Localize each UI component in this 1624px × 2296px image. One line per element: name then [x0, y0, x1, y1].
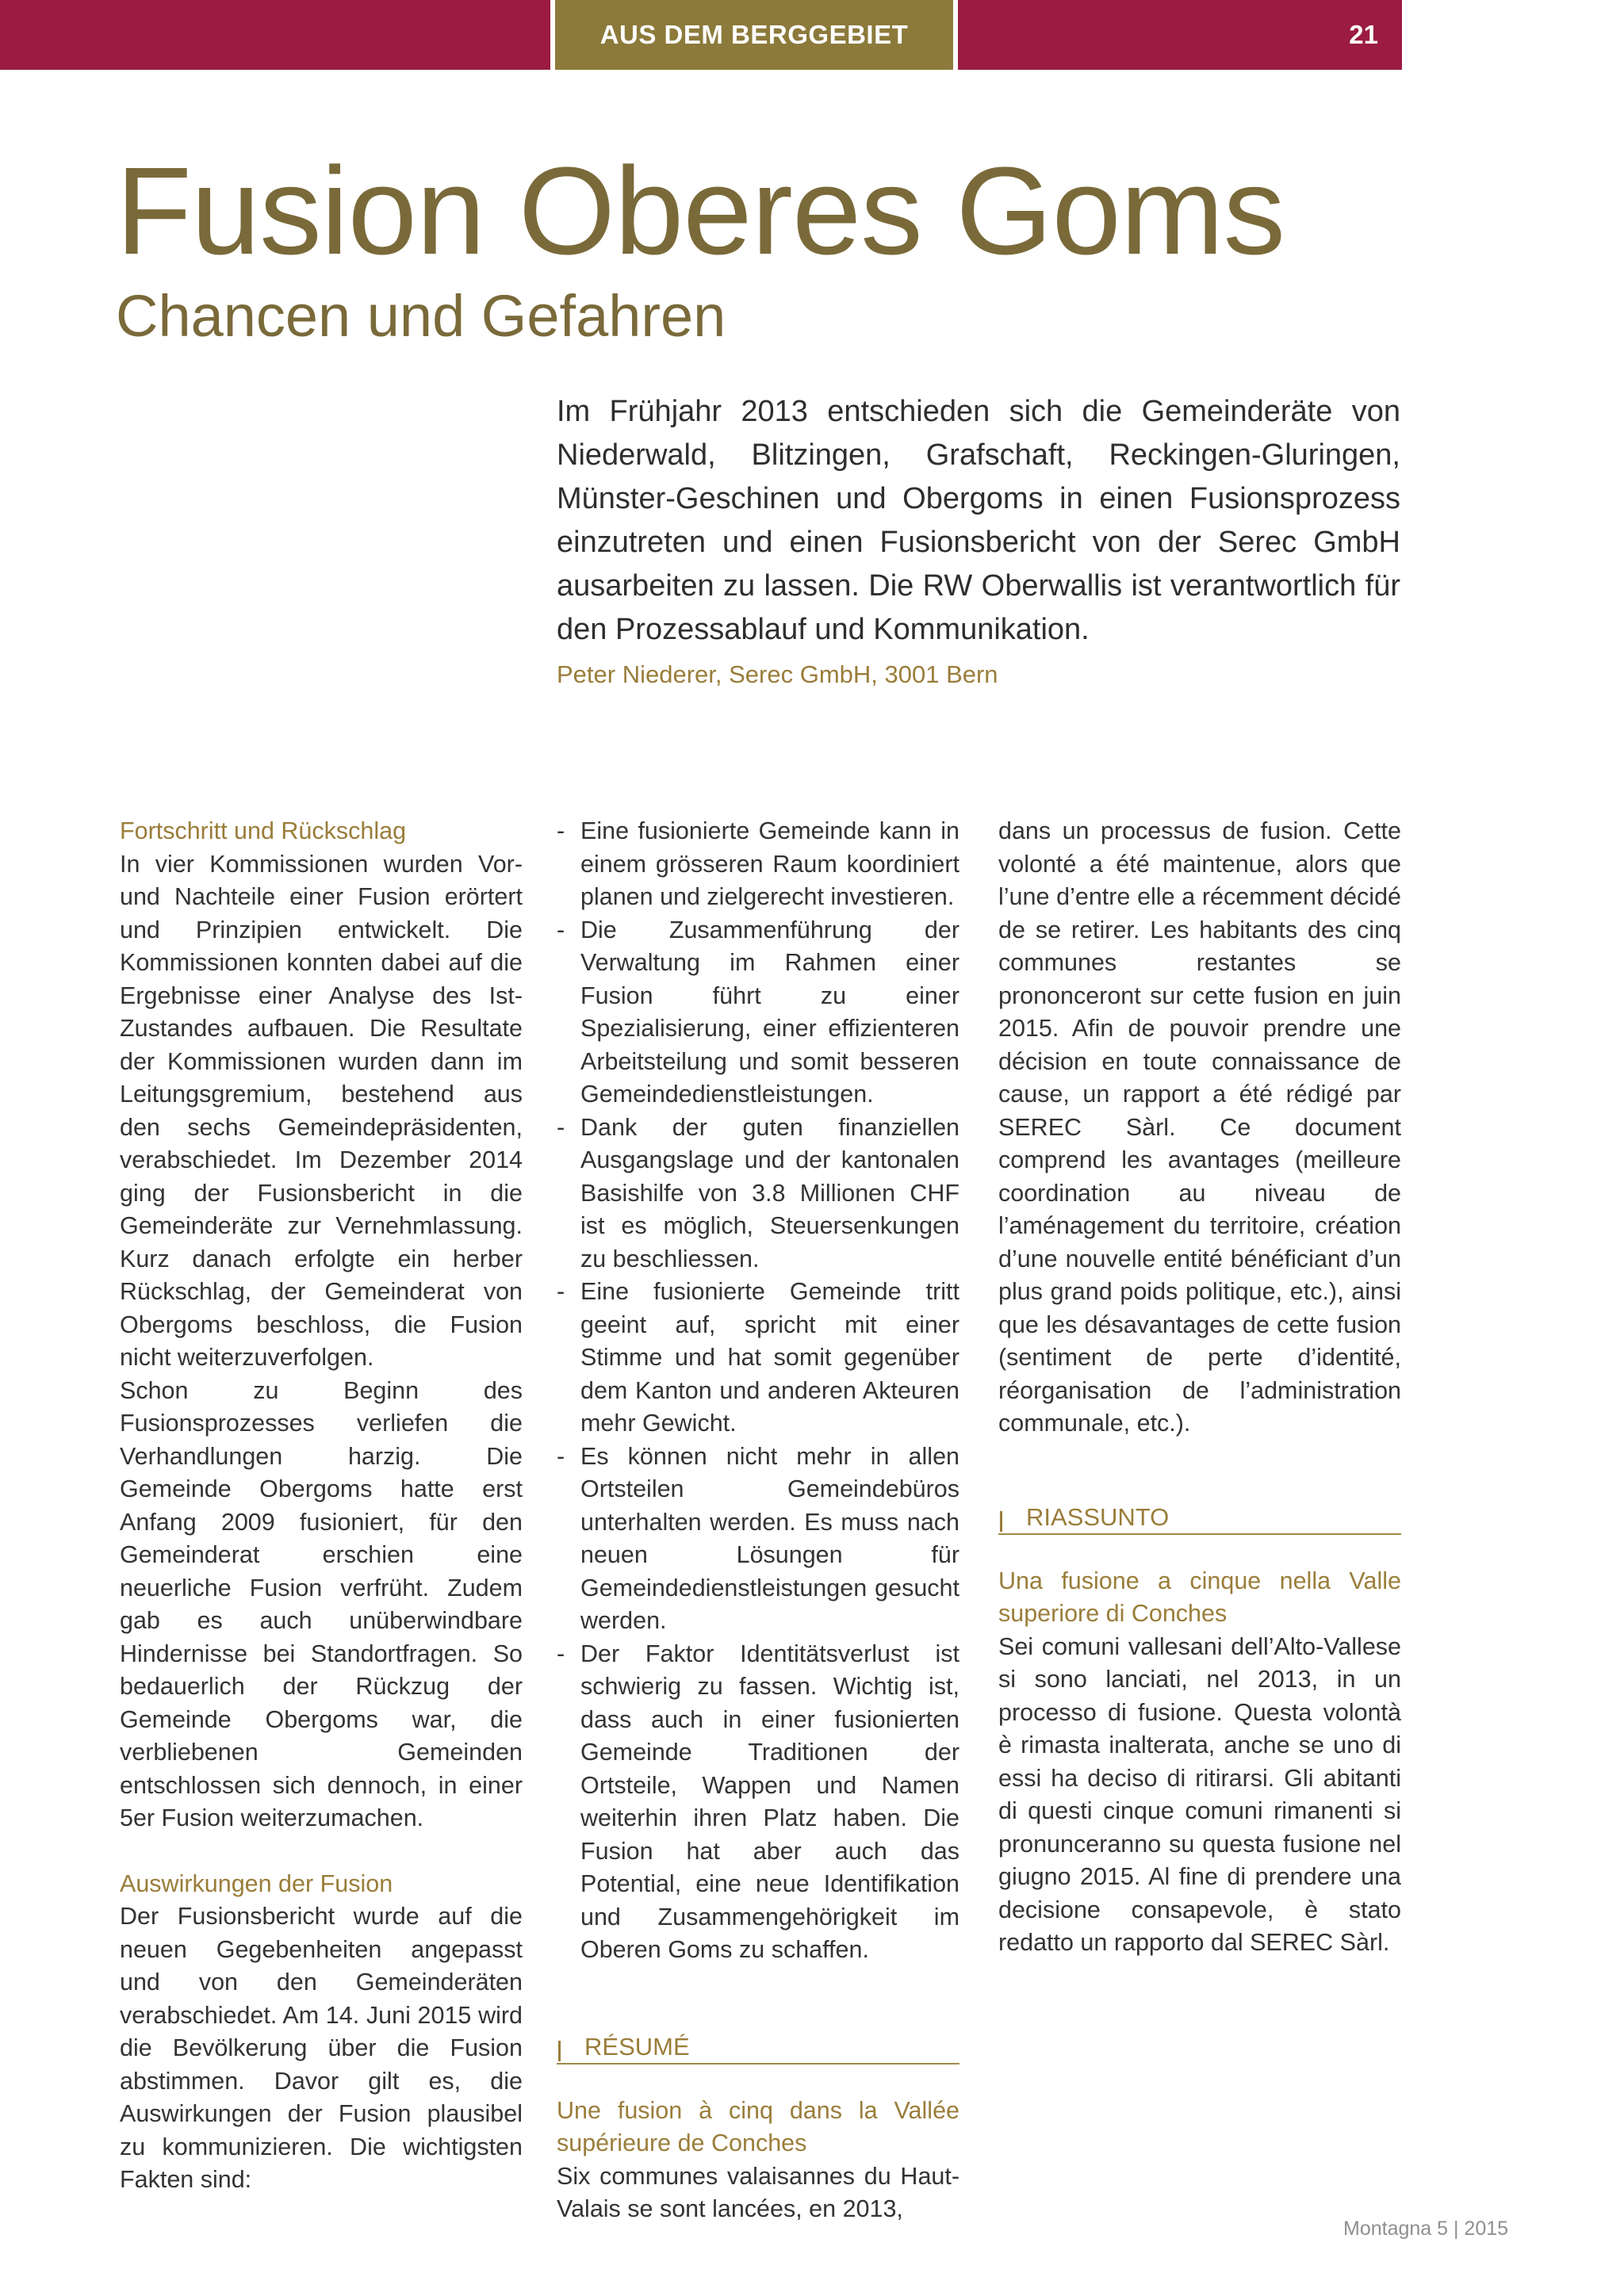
- section-label: AUS DEM BERGGEBIET: [555, 0, 953, 70]
- article-lead: Im Frühjahr 2013 entschieden sich die Gemeinderäte von Niederwald, Blitzingen, Grafschaft, Reckingen-Gluringen, Münster-Geschinen und Obergoms in einen Fusionsprozess einzutreten und einen Fusionsbericht von der Serec GmbH ausarbeiten zu lassen. Die RW Oberwallis ist verantwortlich für den Prozessablauf und Kommunikation.: [557, 395, 1400, 646]
- paragraph: Sei comuni vallesani dell’Alto-Vallese si sono lanciati, nel 2013, in un processo di fusione. Questa volontà è rimasta inalterata, anche se uno di essi ha deciso di ritirarsi. Gli abitanti di questi cinque comuni rimanenti si pronunceranno su questa fusione nel giugno 2015. Al fine di prendere una decisione consapevole, è stato redatto un rapporto dal SEREC Sàrl.: [998, 1632, 1401, 1956]
- paragraph: Der Fusionsbericht wurde auf die neuen Gegebenheiten angepasst und von den Gemeinderäten verabschiedet. Am 14. Juni 2015 wird die Bevölkerung über die Fusion abstimmen. Davor gilt es, die Auswirkungen der Fusion plausibel zu kommunizieren. Die wichtigsten Fakten sind:: [120, 1903, 523, 2193]
- resume-section-header: [557, 2033, 959, 2064]
- facts-list: [557, 815, 959, 1967]
- resume-heading: Une fusion à cinq dans la Vallée supérieure de Conches: [557, 2096, 959, 2156]
- riassunto-heading: Una fusione a cinque nella Valle superiore di Conches: [998, 1567, 1401, 1627]
- paragraph: dans un processus de fusion. Cette volonté a été maintenue, alors que l’une d’entre elle a récemment décidé de se retirer. Les habitants des cinq communes restantes se prononceront sur cette fusion en juin 2015. Afin de pouvoir prendre une décision en toute connaissance de cause, un rapport a été rédigé par SEREC Sàrl. Ce document comprend les avantages (meilleure coordination au niveau de l’aménagement du territoire, création d’une nouvelle entité bénéficiant d’un plus grand poids politique, etc.), ainsi que les désavantages de cette fusion (sentiment de perte d’identité, réorganisation de l’administration communale, etc.).: [998, 817, 1401, 1437]
- list-item: - Der Faktor Identitätsverlust ist schwierig zu fassen. Wichtig ist, dass auch in einer fusionierten Gemeinde Traditionen der Ortsteile, Wappen und Namen weiterhin ihren Platz haben. Die Fusion hat aber auch das Potential, eine neue Identifikation und Zusammengehörigkeit im Oberen Goms zu schaffen.: [557, 1638, 959, 1967]
- riassunto-section-header: [998, 1503, 1401, 1535]
- article-title: Fusion Oberes Goms: [116, 142, 1285, 281]
- column-2: [557, 815, 959, 2226]
- list-item: - Eine fusionierte Gemeinde kann in einem grösseren Raum koordiniert planen und zielgerecht investieren.: [557, 815, 959, 914]
- article-subtitle: Chancen und Gefahren: [116, 283, 726, 349]
- list-item: - Die Zusammenführung der Verwaltung im Rahmen einer Fusion führt zu einer Spezialisierung, einer effizienteren Arbeitsteilung und somit besseren Gemeindedienstleistungen.: [557, 914, 959, 1112]
- column-3: [998, 815, 1401, 1960]
- list-item: - Dank der guten finanziellen Ausgangslage und der kantonalen Basishilfe von 3.8 Millionen CHF ist es möglich, Steuersenkungen zu beschliessen.: [557, 1112, 959, 1276]
- section-heading-progress: Fortschritt und Rückschlag: [120, 817, 407, 844]
- list-item: - Eine fusionierte Gemeinde tritt geeint auf, spricht mit einer Stimme und hat somit gegenüber dem Kanton und anderen Akteuren mehr Gewicht.: [557, 1276, 959, 1441]
- paragraph: Six communes valaisannes du Haut-Valais se sont lancées, en 2013,: [557, 2162, 959, 2222]
- resume-label: RÉSUMÉ: [584, 2032, 690, 2061]
- paragraph: Schon zu Beginn des Fusionsprozesses verliefen die Verhandlungen harzig. Die Gemeinde Obergoms hatte erst Anfang 2009 fusioniert, für den Gemeinderat erschien eine neuerliche Fusion verfrüht. Zudem gab es auch unüberwindbare Hindernisse bei Standortfragen. So bedauerlich der Rückzug der Gemeinde Obergoms war, die verbliebenen Gemeinden entschlossen sich dennoch, in einer 5er Fusion weiterzumachen.: [120, 1376, 523, 1831]
- page-number: 21: [958, 0, 1402, 70]
- section-heading-effects: Auswirkungen der Fusion: [120, 1869, 393, 1897]
- page-footer: Montagna 5 | 2015: [1343, 2218, 1509, 2240]
- article-byline: Peter Niederer, Serec GmbH, 3001 Bern: [557, 660, 998, 688]
- header-bar-left: [0, 0, 550, 70]
- section-marker-icon: [1000, 1511, 1002, 1532]
- column-1: [120, 815, 523, 2197]
- riassunto-label: RIASSUNTO: [1026, 1502, 1170, 1531]
- section-marker-icon: [558, 2041, 561, 2061]
- paragraph: In vier Kommissionen wurden Vor- und Nachteile einer Fusion erörtert und Prinzipien entwickelt. Die Kommissionen konnten dabei auf die Ergebnisse einer Analyse des Ist-Zustandes aufbauen. Die Resultate der Kommissionen wurden dann im Leitungsgremium, bestehend aus den sechs Gemeindepräsidenten, verabschiedet. Im Dezember 2014 ging der Fusionsbericht in die Gemeinderäte zur Vernehmlassung. Kurz danach erfolgte ein herber Rückschlag, der Gemeinderat von Obergoms beschloss, die Fusion nicht weiterzuverfolgen.: [120, 850, 523, 1371]
- list-item: - Es können nicht mehr in allen Ortsteilen Gemeindebüros unterhalten werden. Es muss nach neuen Lösungen für Gemeindedienstleistungen gesucht werden.: [557, 1441, 959, 1638]
